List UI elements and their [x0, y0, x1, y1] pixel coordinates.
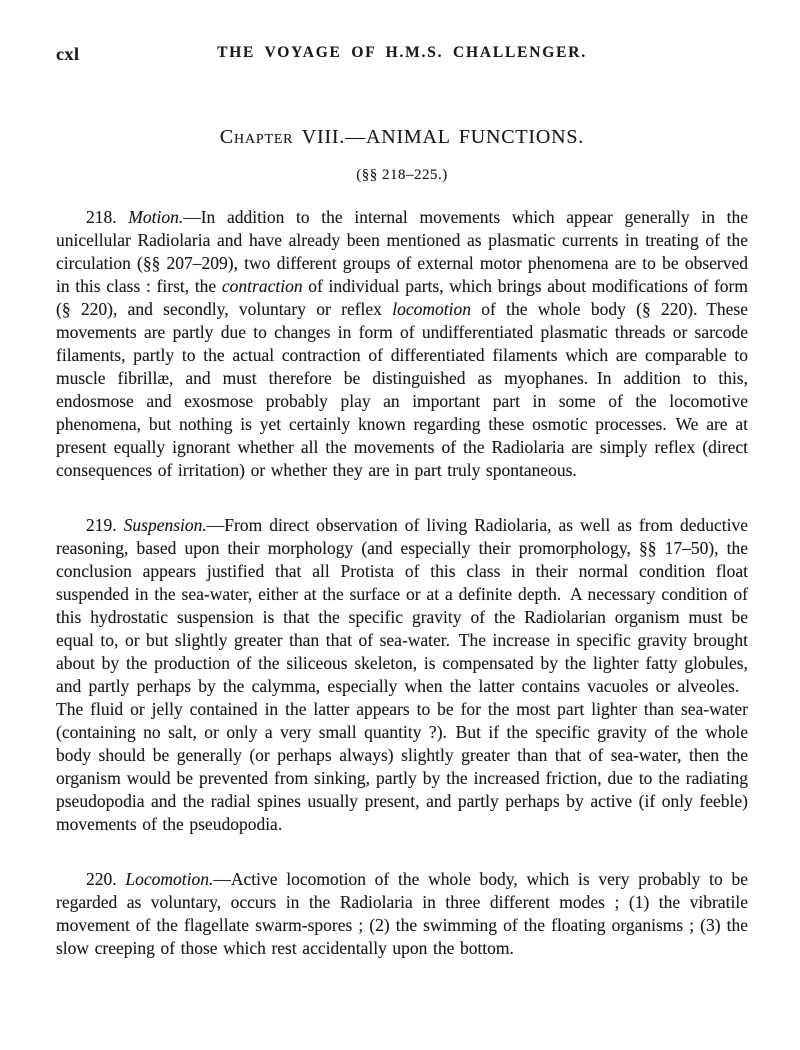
italic-term: Locomotion. — [125, 869, 214, 889]
paragraph-220 — [56, 868, 748, 960]
section-range: (§§ 218–225.) — [356, 167, 448, 183]
text-run: 219. — [86, 515, 124, 535]
text-run: of the whole body (§ 220). These movements are partly due to changes in form of undifferentiated plasmatic threads or sarcode filaments, partly to the actual contraction of differentiated filaments which are comparable to muscle fibrillæ, and must therefore be distinguished as myophanes. In addition to this, endosmose and exosmose probably play an important part in some of the locomotive phenomena, but nothing is yet certainly known regarding these osmotic processes. We are at present equally ignorant whether all the movements of the Radiolaria are simply reflex (direct consequences of irritation) or whether they are in part truly spontaneous. — [56, 299, 748, 480]
text-run: 220. — [86, 869, 126, 889]
chapter-word: Chapter — [219, 126, 294, 148]
running-title: THE VOYAGE OF H.M.S. CHALLENGER. — [217, 44, 587, 61]
paragraph-218 — [56, 206, 748, 482]
text-run: of individual parts, which brings about modifications of form (§ 220), and secondly, voluntary or reflex — [56, 276, 748, 319]
italic-term: locomotion — [392, 299, 471, 319]
chapter-heading — [56, 126, 748, 149]
italic-term: contraction — [221, 276, 303, 296]
page-number: cxl — [56, 44, 80, 64]
text-run: —From direct observation of living Radiolaria, as well as from deductive reasoning, based upon their morphology (and especially their promorphology, §§ 17–50), the conclusion appears justified that all Protista of this class in their normal condition float suspended in the sea-water, either at the surface or at a definite depth. A necessary condition of this hydrostatic suspension is that the specific gravity of the Radiolarian organism must be equal to, or but slightly greater than that of sea-water. The increase in specific gravity brought about by the production of the siliceous skeleton, is compensated by the lighter fatty globules, and partly perhaps by the calymma, especially when the latter contains vacuoles or alveoles. The fluid or jelly contained in the latter appears to be for the most part lighter than sea-water (containing no salt, or only a very small quantity ?). But if the specific gravity of the whole body should be generally (or perhaps always) slightly greater than that of sea-water, then the organism would be prevented from sinking, partly by the increased friction, due to the radiating pseudopodia and the radial spines usually present, and partly perhaps by active (if only feeble) movements of the pseudopodia. — [56, 515, 748, 834]
page-body — [56, 206, 748, 960]
page-content — [56, 126, 748, 960]
text-run: 218. — [86, 207, 129, 227]
text-run: —Active locomotion of the whole body, which is very probably to be regarded as voluntary, occurs in the Radiolaria in three different modes ; (1) the vibratile movement of the flagellate swarm-spores ; (2) the swimming of the floating organisms ; (3) the slow creeping of those which rest accidentally upon the bottom. — [56, 869, 748, 958]
paragraph-219 — [56, 514, 748, 836]
page-header — [56, 44, 748, 66]
text-run: —In addition to the internal movements which appear generally in the unicellular Radiolaria and have already been mentioned as plasmatic currents in treating of the circulation (§§ 207–209), two different groups of external motor phenomena are to be observed in this class : first, the — [56, 207, 748, 296]
italic-term: Suspension. — [123, 515, 207, 535]
italic-term: Motion. — [128, 207, 184, 227]
chapter-title: VIII.—ANIMAL FUNCTIONS. — [293, 126, 585, 148]
